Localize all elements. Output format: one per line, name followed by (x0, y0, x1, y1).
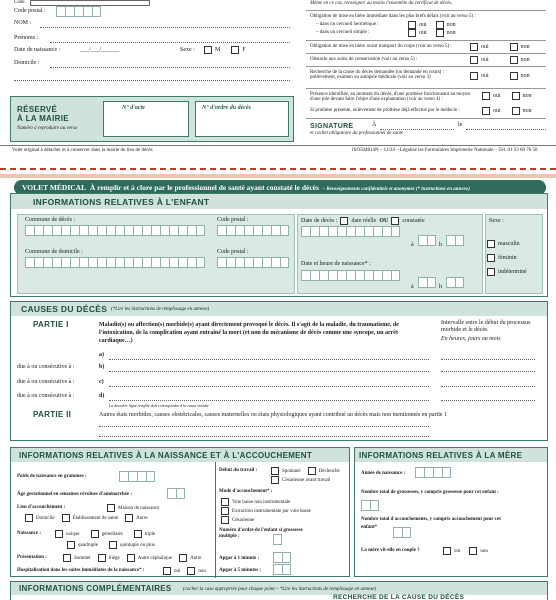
q2-non-checkbox[interactable] (510, 43, 518, 51)
domicile-accouchement-label: Domicile (36, 515, 55, 521)
apgar5-label: Apgar à 5 minutes : (219, 568, 262, 573)
q5b-oui-label: oui (493, 108, 501, 114)
code-label: Code (14, 0, 25, 5)
heure-deces-field[interactable] (418, 235, 436, 246)
quintuple-checkbox[interactable] (109, 541, 117, 549)
constatee-checkbox[interactable] (391, 217, 399, 225)
date-naissance-enfant-field[interactable] (301, 270, 400, 281)
due-a-d: due à ou consécutive à : (17, 393, 75, 399)
couple-non-checkbox[interactable] (469, 547, 477, 555)
minute-deces-field[interactable] (446, 235, 464, 246)
hospitalisation-label: Hospitalisation dans les suites immédiates de la naissance* : (17, 568, 145, 573)
poids-label: Poids de naissance en grammes : (17, 474, 87, 479)
q1a-non-checkbox[interactable] (436, 21, 444, 29)
last-line-note: La dernière ligne remplie doit correspondre à la cause initiale (109, 403, 209, 408)
date-deces-label: Date de décès : (301, 218, 338, 224)
cesarienne-checkbox[interactable] (221, 516, 229, 524)
code-postal-label: Code postal : (14, 8, 46, 14)
q5-non-checkbox[interactable] (512, 92, 520, 100)
q3-oui-checkbox[interactable] (470, 56, 478, 64)
partie2-text: Autres états morbides, causes obstétricales, causes maternelles ou états physiologiques ayant contribué au décès mais non mentionnés en partie 1 (99, 412, 448, 418)
q5b-oui-checkbox[interactable] (482, 107, 490, 115)
indetermine-checkbox[interactable] (487, 268, 495, 276)
nom-label: NOM : (14, 20, 32, 26)
domicile-field-2[interactable] (14, 80, 290, 81)
naissance-section (10, 447, 350, 577)
nombre-grossesses-field[interactable] (361, 500, 379, 511)
reserve-title: RÉSERVÉ (17, 105, 58, 114)
sexe-m-label: M (215, 47, 221, 53)
date-heure-naissance-label: Date et heure de naissance* : (301, 261, 371, 267)
cause-c-label: c) (99, 379, 104, 385)
reserve-mairie-box (10, 96, 294, 142)
naissance-h-label: h (439, 284, 442, 290)
deces-a-label: à (411, 242, 414, 248)
q2-non-label: non (520, 44, 530, 50)
hospitalisation-oui-label: oui (174, 568, 181, 574)
feminin-checkbox[interactable] (487, 254, 495, 262)
signature-label: SIGNATURE (310, 123, 354, 130)
poids-field[interactable] (119, 471, 155, 482)
cesarienne-avant-checkbox[interactable] (271, 476, 279, 484)
q5-label: Présence identifiée, au moment du décès, d'une prothèse fonctionnant au moyen d'une pile devant faire l'objet d'une explantation (voir au verso 4) : (310, 92, 471, 102)
complementaires-section (10, 581, 548, 600)
age-gest-field[interactable] (167, 488, 185, 499)
footer-right: ISO504814N – 11/24 – Légalisé les Formulaires Imprimerie Nationale – Tél. 01 33 60 76 50 (352, 148, 538, 153)
code-postal-domicile-label: Code postal : (217, 249, 249, 255)
domicile-field-1[interactable] (50, 67, 290, 68)
signature-le: le (458, 122, 463, 128)
cause-a-field[interactable] (109, 359, 429, 360)
partie2-label: PARTIE II (33, 410, 72, 419)
recherche-title: RECHERCHE DE LA CAUSE DU DÉCÈS (333, 594, 465, 600)
q2-label: Obligation de mise en bière avant transport du corps (voir au verso 5) : (310, 44, 452, 49)
q1-a-label: – dans un cercueil hermétique : (316, 22, 379, 27)
minute-naissance-field[interactable] (446, 277, 464, 288)
code-postal-deces-field[interactable] (217, 225, 289, 236)
numero-ordre-label: Numéro d'ordre de l'enfant si grossesse multiple : (219, 528, 303, 539)
prenoms-field[interactable] (50, 42, 290, 43)
sexe-m-checkbox[interactable] (204, 46, 212, 54)
cause-c-field[interactable] (109, 386, 429, 387)
q1b-oui-label: oui (419, 30, 427, 36)
debut-travail-label: Début du travail : (219, 468, 258, 473)
date-reelle-label: date réelle (351, 218, 377, 224)
quintuple-label: quintuple ou plus (120, 542, 155, 548)
signature-date-field[interactable] (466, 129, 546, 130)
volet-note: – Renseignements confidentiels et anonymes (* instructions en annexe) (322, 187, 470, 192)
q5b-label: Si prothèse présente, enlèvement de prothèse déjà effectué par le médecin : (310, 108, 461, 113)
volet-title: VOLET MÉDICAL (22, 183, 87, 192)
siege-label: Siège (108, 555, 120, 561)
etablissement-checkbox[interactable] (62, 514, 70, 522)
sexe-f-checkbox[interactable] (231, 46, 239, 54)
q2-oui-checkbox[interactable] (470, 43, 478, 51)
edge-band (0, 174, 556, 178)
voie-basse-label: Voie basse non instrumentale (232, 499, 291, 505)
code-postal-field[interactable] (56, 6, 101, 17)
masculin-label: masculin (498, 241, 520, 247)
apgar5-field[interactable] (273, 564, 291, 575)
date-naissance-label: Date de naissance : (14, 47, 61, 53)
complementaires-title: INFORMATIONS COMPLÉMENTAIRES (19, 584, 172, 593)
commune-domicile-field[interactable] (25, 257, 205, 268)
autre-lieu-label: Autre (136, 515, 148, 521)
heure-naissance-field[interactable] (418, 277, 436, 288)
siege-checkbox[interactable] (98, 554, 106, 562)
q1-b-label: – dans un cercueil simple : (316, 30, 370, 35)
mode-accouchement-label: Mode d'accouchement* : (219, 489, 273, 494)
nombre-accouchements-label: Nombre total d'accouchements, y compris accouchement pour cet enfant* (361, 517, 501, 530)
autre-presentation-label: Autre (190, 555, 202, 561)
q4-label: Recherche de la cause du décès demandée (ou demande en cours) : prélèvement, examen ou autopsie médicale (voir au verso 3) (310, 70, 444, 80)
mere-section (354, 447, 548, 577)
age-gest-label: Âge gestationnel en semaines révolues d'aménorrhée : (17, 492, 132, 497)
cesarienne-avant-label: Césarienne avant travail (282, 477, 331, 483)
spontane-checkbox[interactable] (271, 467, 279, 475)
maison-naissance-label: Maison de naissance (118, 505, 160, 511)
q1a-non-label: non (446, 22, 456, 28)
reserve-note: Numéro à reproduire au verso (17, 126, 78, 131)
q1b-non-checkbox[interactable] (436, 29, 444, 37)
commune-deces-label: Commune de décès : (25, 217, 76, 223)
q4-oui-checkbox[interactable] (470, 72, 478, 80)
q5b-non-label: non (522, 108, 532, 114)
naissance-a-label: à (411, 284, 414, 290)
q1b-non-label: non (446, 30, 456, 36)
deces-h-label: h (439, 242, 442, 248)
ou-label: OU (379, 218, 389, 224)
intervalle-c-field[interactable] (441, 386, 535, 387)
q5b-non-checkbox[interactable] (512, 107, 520, 115)
q1a-oui-checkbox[interactable] (408, 21, 416, 29)
partie2-field-2[interactable] (99, 436, 429, 437)
sexe-enfant-label: Sexe : (489, 218, 504, 224)
autre-presentation-checkbox[interactable] (179, 554, 187, 562)
causes-title-note: (*Lire les instructions de remplissage en annexe) (111, 307, 210, 312)
reserve-title-2: À LA MAIRIE (17, 114, 69, 123)
q5-oui-label: oui (493, 93, 501, 99)
causes-section (10, 301, 548, 441)
annee-naissance-mere-field[interactable] (415, 467, 451, 478)
signature-note: et cachet obligatoire du professionnel de santé (310, 131, 404, 136)
intro-note: Même en ce cas, renseigner au moins l'ensemble du certificat de décès. (310, 1, 453, 6)
partie2-field-1[interactable] (99, 426, 429, 427)
q4-oui-label: oui (481, 73, 489, 79)
intervalle-label: Intervalle entre le début du processus morbide et le décès (441, 320, 531, 333)
q1-label: Obligation de mise en bière immédiate dans les plus brefs délais (voir au verso 5) : (310, 14, 476, 19)
nom-field[interactable] (40, 27, 290, 28)
extraction-label: Extraction instrumentale par voie basse (232, 508, 311, 514)
top-slip (0, 0, 556, 158)
q3-oui-label: oui (481, 57, 489, 63)
date-naissance-field[interactable]: ___/___/______ (80, 47, 120, 53)
q3-non-checkbox[interactable] (510, 56, 518, 64)
partie1-label: PARTIE I (33, 320, 69, 329)
hospitalisation-non-label: non (198, 568, 206, 574)
q2-oui-label: oui (481, 44, 489, 50)
q3-non-label: non (520, 57, 530, 63)
vit-couple-label: La mère vit-elle en couple ? (361, 548, 420, 553)
cause-d-label: d) (99, 393, 105, 399)
cause-d-field[interactable] (109, 400, 429, 401)
n-acte-field[interactable] (103, 101, 189, 137)
nombre-accouchements-field[interactable] (393, 527, 411, 538)
q1b-oui-checkbox[interactable] (408, 29, 416, 37)
hospitalisation-non-checkbox[interactable] (187, 567, 195, 575)
complementaires-note: (cocher la case appropriée pour chaque point – *Lire les instructions de remplissage en annexe) (183, 587, 377, 592)
couple-oui-label: oui (454, 548, 461, 554)
triple-label: triple (144, 531, 156, 537)
date-deces-field[interactable] (301, 226, 400, 237)
numero-ordre-field[interactable] (273, 534, 282, 545)
intervalle-a-field[interactable] (441, 359, 535, 360)
presentation-label: Présentation : (17, 555, 47, 560)
intervalle-b-field[interactable] (441, 371, 535, 372)
prenoms-label: Prénoms : (14, 35, 39, 41)
due-a-b: due à ou consécutive à : (17, 364, 75, 370)
cause-a-label: a) (99, 352, 104, 358)
triple-checkbox[interactable] (134, 530, 142, 538)
naissance-title: INFORMATIONS RELATIVES À LA NAISSANCE ET À L'ACCOUCHEMENT (19, 451, 313, 460)
cause-b-field[interactable] (109, 371, 429, 372)
unique-checkbox[interactable] (55, 530, 63, 538)
declenche-label: Déclenché (318, 468, 340, 474)
hospitalisation-oui-checkbox[interactable] (163, 567, 171, 575)
tear-line (0, 168, 556, 170)
q5-oui-checkbox[interactable] (482, 92, 490, 100)
domicile-label: Domicile : (14, 60, 40, 66)
spontane-label: Spontané (282, 468, 301, 474)
cesarienne-label: Césarienne (232, 517, 255, 523)
sommet-checkbox[interactable] (63, 554, 71, 562)
couple-non-label: non (480, 548, 488, 554)
signature-place-field[interactable] (380, 129, 454, 130)
intervalle-unit: En heures, jours ou mois (441, 336, 501, 342)
indetermine-label: indéterminé (498, 269, 527, 275)
signature-a: À (372, 122, 377, 128)
apgar1-field[interactable] (273, 552, 291, 563)
cause-b-label: b) (99, 364, 105, 370)
q4-non-label: non (520, 73, 530, 79)
maison-naissance-checkbox[interactable] (107, 504, 115, 512)
q3-label: Obstacle aux soins de conservation (voir au verso 5) : (310, 57, 418, 62)
enfant-section (10, 193, 548, 297)
gemellaire-label: gémellaire (101, 531, 123, 537)
unique-label: unique (66, 531, 80, 537)
footer-left: Volet original à détacher et à conserver dans la mairie du lieu de décès (12, 148, 153, 153)
n-ordre-label: N° d'ordre du décès (202, 105, 251, 111)
domicile-checkbox[interactable] (25, 514, 33, 522)
lieu-accouchement-label: Lieu d'accouchement : (17, 505, 66, 510)
declenche-checkbox[interactable] (308, 467, 316, 475)
n-ordre-field[interactable] (195, 101, 289, 137)
causes-title: CAUSES DU DÉCÈS (21, 304, 108, 314)
due-a-c: due à ou consécutive à : (17, 379, 75, 385)
n-acte-label: N° d'acte (122, 105, 145, 111)
q1a-oui-label: oui (419, 22, 427, 28)
q4-non-checkbox[interactable] (510, 72, 518, 80)
sexe-f-label: F (242, 47, 246, 53)
quadruple-checkbox[interactable] (67, 541, 75, 549)
naissance-type-label: Naissance : (17, 531, 42, 536)
extraction-checkbox[interactable] (221, 507, 229, 515)
masculin-checkbox[interactable] (487, 240, 495, 248)
gemellaire-checkbox[interactable] (91, 530, 99, 538)
autre-cephalique-checkbox[interactable] (127, 554, 135, 562)
etablissement-label: Établissement de santé (72, 515, 119, 521)
nombre-grossesses-label: Nombre total de grossesses, y compris grossesse pour cet enfant : (361, 490, 499, 495)
intervalle-d-field[interactable] (441, 400, 535, 401)
enfant-title: INFORMATIONS RELATIVES À L'ENFANT (33, 197, 210, 207)
apgar1-label: Apgar à 1 minute : (219, 556, 260, 561)
commune-deces-field[interactable] (25, 225, 205, 236)
constatee-label: constatée (402, 218, 425, 224)
feminin-label: féminin (498, 255, 517, 261)
sexe-label: Sexe : (180, 47, 195, 53)
date-reelle-checkbox[interactable] (340, 217, 348, 225)
autre-cephalique-label: Autre céphalique (137, 555, 173, 561)
quadruple-label: quadruple (78, 542, 98, 548)
commune-domicile-label: Commune de domicile : (25, 249, 83, 255)
sommet-label: Sommet (74, 555, 91, 561)
autre-lieu-checkbox[interactable] (125, 514, 133, 522)
q5-non-label: non (522, 93, 532, 99)
code-postal-domicile-field[interactable] (217, 257, 289, 268)
couple-oui-checkbox[interactable] (443, 547, 451, 555)
mere-title: INFORMATIONS RELATIVES À LA MÈRE (359, 451, 523, 460)
code-postal-deces-label: Code postal : (217, 217, 249, 223)
volet-subtitle: À remplir et à clore par le professionnel de santé ayant constaté le décès (89, 183, 319, 192)
voie-basse-checkbox[interactable] (221, 498, 229, 506)
partie1-text: Maladie(s) ou affection(s) morbide(s) ayant directement provoqué le décès. Il s'agit de la maladie, du traumatisme, de l'intoxication, de la complication ayant entraîné la mort (et non du mécanisme de décès comme une syncope, un arrêt cardiaque…) (99, 322, 399, 344)
annee-naissance-mere-label: Année de naissance : (361, 471, 406, 476)
